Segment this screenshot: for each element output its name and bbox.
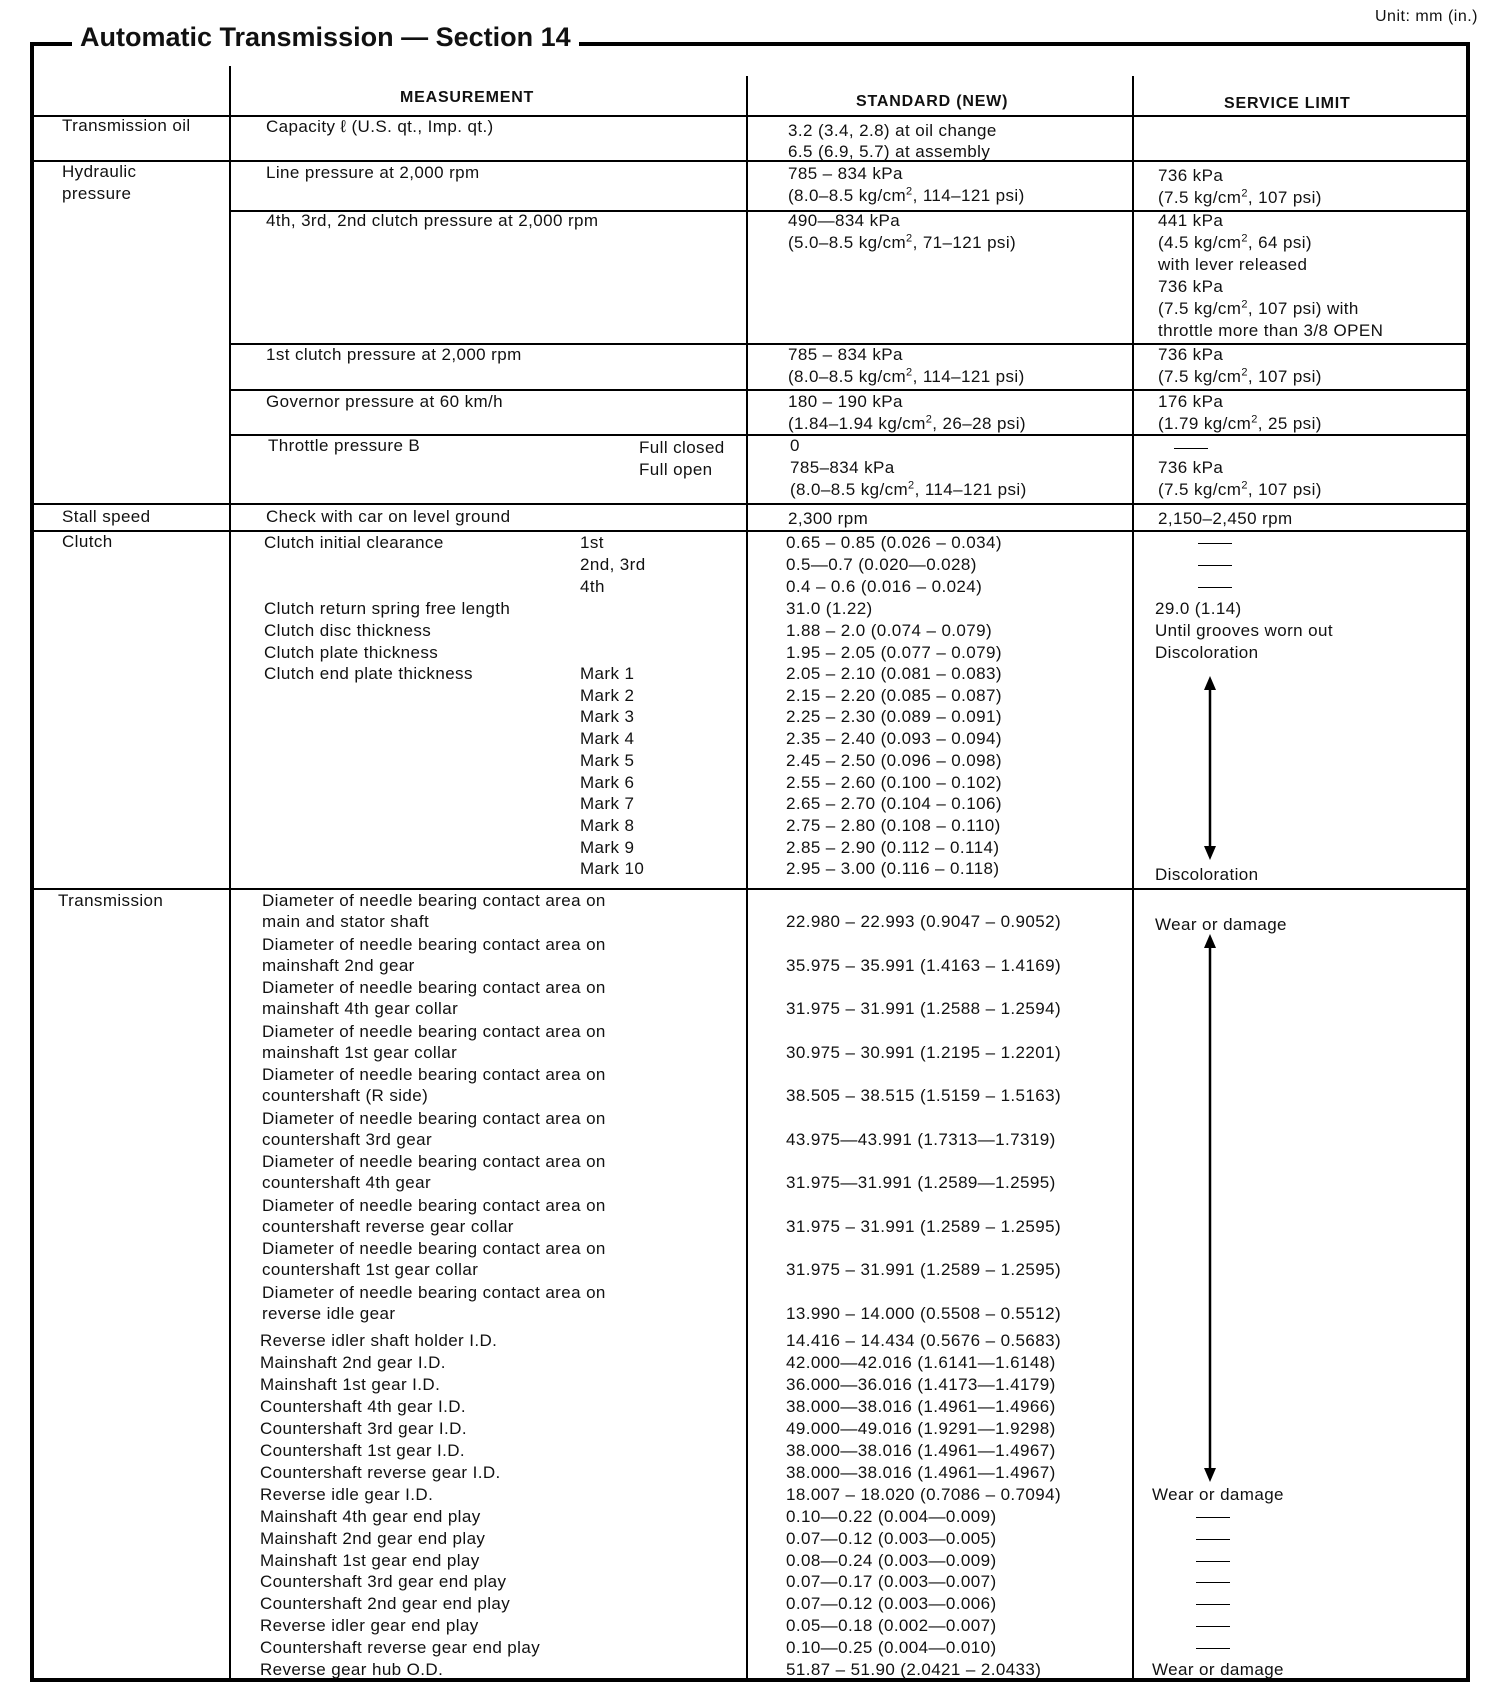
needle-bearing-standard: 35.975 – 35.991 (1.4163 – 1.4169) <box>786 955 1062 975</box>
end-play-standard: 0.07—0.12 (0.003—0.005) <box>786 1528 997 1548</box>
gear-id-standard: 42.000—42.016 (1.6141—1.6148) <box>786 1353 1056 1372</box>
clutch-end-plate-mark: Mark 4 <box>580 729 635 749</box>
gear-id-standard: 36.000—36.016 (1.4173—1.4179) <box>786 1375 1056 1394</box>
throttle-limit-closed-none <box>1174 448 1208 449</box>
section-stall-speed: Stall speed <box>62 507 151 526</box>
gear-id-measurement: Countershaft reverse gear I.D. <box>260 1463 501 1482</box>
clutch-end-plate-mark: Mark 3 <box>580 707 635 727</box>
needle-bearing-prefix: Diameter of needle bearing contact area on <box>262 978 606 997</box>
throttle-standard-open-kpa: 785–834 kPa <box>790 458 895 477</box>
clutch432-limit-kpa-2: 736 kPa <box>1158 277 1224 296</box>
end-play-standard: 0.08—0.24 (0.003—0.009) <box>786 1550 997 1570</box>
gear-id-measurement: Countershaft 1st gear I.D. <box>260 1441 466 1460</box>
trans-wear-limit-1: Wear or damage <box>1155 915 1287 934</box>
gear-id-measurement: Countershaft 3rd gear I.D. <box>260 1419 467 1438</box>
needle-bearing-standard: 22.980 – 22.993 (0.9047 – 0.9052) <box>786 912 1062 931</box>
end-play-measurement: Reverse idler gear end play <box>260 1616 479 1635</box>
clutch-end-plate-mark: Mark 5 <box>580 750 635 770</box>
clutch432-limit-kpa: 441 kPa <box>1158 211 1224 230</box>
clutch-item-measurement: Clutch plate thickness <box>264 643 439 662</box>
row-rule <box>229 389 1466 391</box>
clutch432-standard-kpa: 490—834 kPa <box>788 211 901 230</box>
needle-bearing-location: reverse idle gear <box>262 1303 396 1323</box>
clutch-end-plate-standard: 2.85 – 2.90 (0.112 – 0.114) <box>786 837 1000 857</box>
end-play-limit-none <box>1196 1561 1230 1562</box>
clutch-item-standard: 1.95 – 2.05 (0.077 – 0.079) <box>786 643 1002 662</box>
needle-bearing-prefix: Diameter of needle bearing contact area on <box>262 1239 606 1258</box>
clutch432-pressure-measurement: 4th, 3rd, 2nd clutch pressure at 2,000 rpm <box>266 211 599 230</box>
clutch-end-plate-mark: Mark 6 <box>580 772 635 792</box>
clutch-initial-clearance: Clutch initial clearance <box>264 533 444 552</box>
end-play-limit-none <box>1196 1582 1230 1583</box>
page-title: Automatic Transmission — Section 14 <box>72 22 579 53</box>
needle-bearing-location: mainshaft 4th gear collar <box>262 999 459 1018</box>
clutch-end-plate-mark: Mark 9 <box>580 837 635 857</box>
clutch-end-plate-standard: 2.05 – 2.10 (0.081 – 0.083) <box>786 664 1002 683</box>
end-play-measurement: Mainshaft 2nd gear end play <box>260 1528 486 1548</box>
throttle-limit-open-kpa: 736 kPa <box>1158 458 1224 477</box>
gear-id-measurement: Reverse idle gear I.D. <box>260 1485 434 1504</box>
gear-id-standard: 49.000—49.016 (1.9291—1.9298) <box>786 1419 1056 1438</box>
clutch-clearance-sub: 4th <box>580 577 605 596</box>
needle-bearing-prefix: Diameter of needle bearing contact area on <box>262 1195 606 1215</box>
gear-id-standard: 18.007 – 18.020 (0.7086 – 0.7094) <box>786 1485 1062 1504</box>
column-rule-1 <box>229 66 231 1678</box>
trans-wear-limit-2: Wear or damage <box>1152 1485 1284 1504</box>
clutch-end-plate-standard: 2.55 – 2.60 (0.100 – 0.102) <box>786 772 1002 792</box>
column-rule-3 <box>1132 76 1134 1678</box>
throttle-limit-open-conv: (7.5 $kg/cm^2$, 107 psi) <box>1158 479 1322 499</box>
governor-limit-kpa: 176 kPa <box>1158 392 1224 411</box>
header-measurement: MEASUREMENT <box>400 89 535 106</box>
header-standard: STANDARD (NEW) <box>856 93 1009 110</box>
throttle-standard-closed: 0 <box>790 436 800 455</box>
row-rule <box>34 503 1466 505</box>
throttle-full-closed: Full closed <box>639 438 725 457</box>
first-clutch-pressure-measurement: 1st clutch pressure at 2,000 rpm <box>266 345 522 364</box>
end-play-standard: 0.05—0.18 (0.002—0.007) <box>786 1616 997 1635</box>
clutch-item-limit: Discoloration <box>1155 643 1259 662</box>
clutch432-standard-conv: (5.0–8.5 $kg/cm^2$, 71–121 psi) <box>788 232 1017 252</box>
end-play-standard: 0.10—0.25 (0.004—0.010) <box>786 1637 997 1657</box>
hub-od-measurement: Reverse gear hub O.D. <box>260 1660 444 1679</box>
clutch-item-measurement: Clutch disc thickness <box>264 621 432 640</box>
clutch-end-plate-standard: 2.15 – 2.20 (0.085 – 0.087) <box>786 685 1002 705</box>
governor-limit-conv: (1.79 $kg/cm^2$, 25 psi) <box>1158 413 1322 433</box>
section-hydraulic-line1: Hydraulic <box>62 162 137 181</box>
first-clutch-limit-conv: (7.5 $kg/cm^2$, 107 psi) <box>1158 366 1322 386</box>
clutch-end-plate-thickness: Clutch end plate thickness <box>264 664 473 683</box>
range-arrow-icon <box>1200 934 1220 1482</box>
needle-bearing-location: countershaft (R side) <box>262 1086 429 1105</box>
clutch432-limit-conv: (4.5 $kg/cm^2$, 64 psi) <box>1158 232 1312 252</box>
clutch-end-plate-mark: Mark 7 <box>580 794 635 814</box>
table-frame <box>30 42 1470 1682</box>
clutch-clearance-limit-none <box>1198 565 1232 566</box>
line-pressure-limit-conv: (7.5 $kg/cm^2$, 107 psi) <box>1158 187 1322 207</box>
clutch-end-plate-standard: 2.35 – 2.40 (0.093 – 0.094) <box>786 729 1002 749</box>
gear-id-standard: 38.000—38.016 (1.4961—1.4966) <box>786 1397 1056 1416</box>
line-pressure-limit-kpa: 736 kPa <box>1158 166 1224 185</box>
throttle-pressure-measurement: Throttle pressure B <box>268 436 421 455</box>
clutch-end-plate-standard: 2.95 – 3.00 (0.116 – 0.118) <box>786 859 1000 879</box>
clutch-end-plate-standard: 2.25 – 2.30 (0.089 – 0.091) <box>786 707 1002 727</box>
clutch-clearance-standard: 0.4 – 0.6 (0.016 – 0.024) <box>786 577 983 596</box>
stall-limit: 2,150–2,450 rpm <box>1158 509 1293 528</box>
clutch-end-plate-limit: Discoloration <box>1155 865 1259 884</box>
clutch-clearance-limit-none <box>1198 543 1232 544</box>
gear-id-standard: 38.000—38.016 (1.4961—1.4967) <box>786 1441 1056 1460</box>
clutch-item-limit: Until grooves worn out <box>1155 621 1333 640</box>
section-clutch: Clutch <box>62 532 113 551</box>
line-pressure-measurement: Line pressure at 2,000 rpm <box>266 163 480 182</box>
gear-id-standard: 38.000—38.016 (1.4961—1.4967) <box>786 1463 1056 1482</box>
clutch-end-plate-standard: 2.65 – 2.70 (0.104 – 0.106) <box>786 794 1002 814</box>
clutch-clearance-standard: 0.65 – 0.85 (0.026 – 0.034) <box>786 533 1002 552</box>
first-clutch-limit-kpa: 736 kPa <box>1158 345 1224 364</box>
clutch-end-plate-mark: Mark 1 <box>580 664 635 683</box>
column-rule-2 <box>746 76 748 1678</box>
needle-bearing-standard: 13.990 – 14.000 (0.5508 – 0.5512) <box>786 1303 1062 1323</box>
header-service-limit: SERVICE LIMIT <box>1224 95 1351 112</box>
needle-bearing-prefix: Diameter of needle bearing contact area on <box>262 934 606 954</box>
gear-id-standard: 14.416 – 14.434 (0.5676 – 0.5683) <box>786 1331 1062 1350</box>
needle-bearing-prefix: Diameter of needle bearing contact area on <box>262 1065 606 1084</box>
line-pressure-standard-kpa: 785 – 834 kPa <box>788 164 903 183</box>
end-play-measurement: Countershaft 2nd gear end play <box>260 1594 511 1614</box>
needle-bearing-location: countershaft 3rd gear <box>262 1129 432 1149</box>
clutch-item-limit: 29.0 (1.14) <box>1155 599 1242 618</box>
gear-id-measurement: Mainshaft 1st gear I.D. <box>260 1375 441 1394</box>
end-play-limit-none <box>1196 1648 1230 1649</box>
needle-bearing-standard: 31.975 – 31.991 (1.2588 – 1.2594) <box>786 999 1062 1018</box>
needle-bearing-standard: 30.975 – 30.991 (1.2195 – 1.2201) <box>786 1042 1062 1062</box>
clutch-item-standard: 31.0 (1.22) <box>786 599 873 618</box>
needle-bearing-standard: 31.975—31.991 (1.2589—1.2595) <box>786 1173 1056 1192</box>
needle-bearing-prefix: Diameter of needle bearing contact area on <box>262 891 606 910</box>
section-transmission: Transmission <box>58 891 164 910</box>
clutch432-limit-conv-2: (7.5 $kg/cm^2$, 107 psi) with <box>1158 298 1359 318</box>
throttle-standard-open-conv: (8.0–8.5 $kg/cm^2$, 114–121 psi) <box>790 479 1027 499</box>
clutch-clearance-limit-none <box>1198 587 1232 588</box>
row-rule <box>34 530 1466 532</box>
clutch-end-plate-standard: 2.75 – 2.80 (0.108 – 0.110) <box>786 815 1001 835</box>
end-play-measurement: Mainshaft 4th gear end play <box>260 1507 481 1526</box>
clutch-item-standard: 1.88 – 2.0 (0.074 – 0.079) <box>786 621 993 640</box>
oil-capacity-measurement: Capacity ℓ (U.S. qt., Imp. qt.) <box>266 117 494 136</box>
row-rule <box>34 160 1466 162</box>
clutch-end-plate-mark: Mark 2 <box>580 685 635 705</box>
governor-standard-kpa: 180 – 190 kPa <box>788 392 903 411</box>
clutch-end-plate-mark: Mark 8 <box>580 815 635 835</box>
needle-bearing-location: countershaft 4th gear <box>262 1173 432 1192</box>
hub-od-standard: 51.87 – 51.90 (2.0421 – 2.0433) <box>786 1660 1042 1679</box>
needle-bearing-standard: 43.975—43.991 (1.7313—1.7319) <box>786 1129 1056 1149</box>
stall-measurement: Check with car on level ground <box>266 507 511 526</box>
clutch-clearance-sub: 2nd, 3rd <box>580 555 646 574</box>
end-play-measurement: Mainshaft 1st gear end play <box>260 1550 480 1570</box>
needle-bearing-standard: 31.975 – 31.991 (1.2589 – 1.2595) <box>786 1216 1062 1236</box>
first-clutch-standard-kpa: 785 – 834 kPa <box>788 345 903 364</box>
needle-bearing-prefix: Diameter of needle bearing contact area on <box>262 1282 606 1302</box>
needle-bearing-location: countershaft reverse gear collar <box>262 1216 514 1236</box>
gear-id-measurement: Mainshaft 2nd gear I.D. <box>260 1353 446 1372</box>
end-play-measurement: Countershaft 3rd gear end play <box>260 1572 507 1592</box>
end-play-standard: 0.07—0.17 (0.003—0.007) <box>786 1572 997 1592</box>
needle-bearing-prefix: Diameter of needle bearing contact area on <box>262 1108 606 1128</box>
clutch-item-measurement: Clutch return spring free length <box>264 599 511 618</box>
trans-wear-limit-3: Wear or damage <box>1152 1660 1284 1679</box>
gear-id-measurement: Countershaft 4th gear I.D. <box>260 1397 467 1416</box>
needle-bearing-standard: 31.975 – 31.991 (1.2589 – 1.2595) <box>786 1260 1062 1279</box>
clutch-end-plate-mark: Mark 10 <box>580 859 645 879</box>
end-play-standard: 0.10—0.22 (0.004—0.009) <box>786 1507 997 1526</box>
header-rule <box>34 115 1466 117</box>
line-pressure-standard-conv: (8.0–8.5 $kg/cm^2$, 114–121 psi) <box>788 185 1025 205</box>
end-play-limit-none <box>1196 1517 1230 1518</box>
gear-id-measurement: Reverse idler shaft holder I.D. <box>260 1331 498 1350</box>
stall-standard: 2,300 rpm <box>788 509 869 528</box>
end-play-measurement: Countershaft reverse gear end play <box>260 1637 541 1657</box>
clutch-clearance-sub: 1st <box>580 533 604 552</box>
needle-bearing-standard: 38.505 – 38.515 (1.5159 – 1.5163) <box>786 1086 1062 1105</box>
clutch-end-plate-standard: 2.45 – 2.50 (0.096 – 0.098) <box>786 750 1002 770</box>
needle-bearing-prefix: Diameter of needle bearing contact area on <box>262 1152 606 1171</box>
governor-standard-conv: (1.84–1.94 $kg/cm^2$, 26–28 psi) <box>788 413 1026 433</box>
row-rule <box>34 888 1466 890</box>
throttle-full-open: Full open <box>639 460 713 479</box>
end-play-limit-none <box>1196 1604 1230 1605</box>
clutch432-limit-note-2: throttle more than 3/8 OPEN <box>1158 321 1384 340</box>
clutch432-limit-note: with lever released <box>1158 255 1308 274</box>
range-arrow-icon <box>1200 676 1220 860</box>
needle-bearing-location: countershaft 1st gear collar <box>262 1260 479 1279</box>
oil-standard-change: 3.2 (3.4, 2.8) at oil change <box>788 121 997 140</box>
end-play-limit-none <box>1196 1626 1230 1627</box>
needle-bearing-prefix: Diameter of needle bearing contact area on <box>262 1021 606 1041</box>
section-hydraulic-line2: pressure <box>62 184 132 203</box>
governor-pressure-measurement: Governor pressure at 60 km/h <box>266 392 504 411</box>
unit-note: Unit: mm (in.) <box>1375 8 1478 25</box>
end-play-standard: 0.07—0.12 (0.003—0.006) <box>786 1594 997 1614</box>
first-clutch-standard-conv: (8.0–8.5 $kg/cm^2$, 114–121 psi) <box>788 366 1025 386</box>
needle-bearing-location: mainshaft 1st gear collar <box>262 1042 458 1062</box>
end-play-limit-none <box>1196 1539 1230 1540</box>
needle-bearing-location: mainshaft 2nd gear <box>262 955 415 975</box>
section-transmission-oil: Transmission oil <box>62 116 191 135</box>
clutch-clearance-standard: 0.5—0.7 (0.020—0.028) <box>786 555 977 574</box>
oil-standard-assembly: 6.5 (6.9, 5.7) at assembly <box>788 142 991 161</box>
needle-bearing-location: main and stator shaft <box>262 912 430 931</box>
